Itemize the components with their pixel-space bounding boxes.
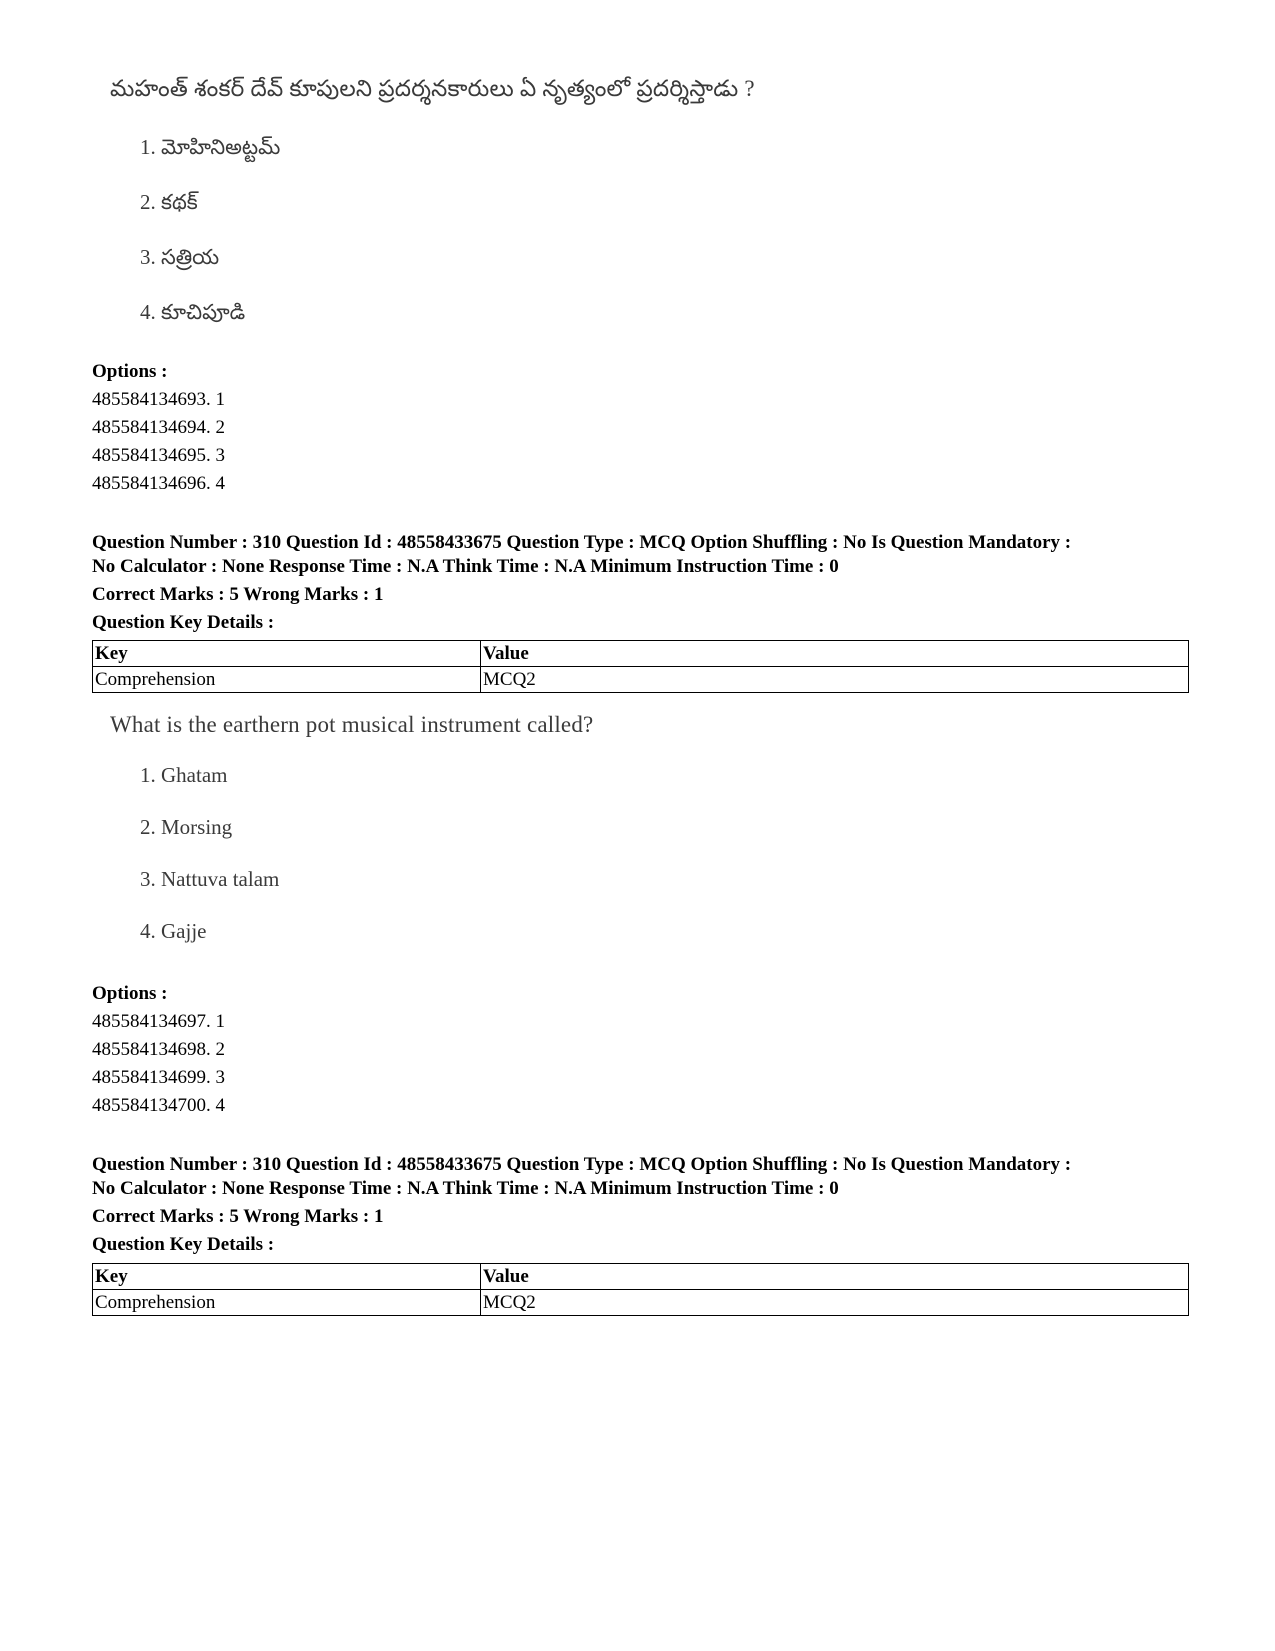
question-text: What is the earthern pot musical instrument called? <box>110 712 594 737</box>
table-header-value: Value <box>481 1264 1189 1290</box>
choice-item <box>110 919 206 944</box>
choice-text: 4. Gajje <box>140 919 207 943</box>
choice-item <box>110 867 279 892</box>
choice-text: 2. Morsing <box>140 815 233 839</box>
meta-line-2: No Calculator : None Response Time : N.A Think Time : N.A Minimum Instruction Time : 0 <box>92 556 839 577</box>
option-item: 485584134696. 4 <box>92 473 225 494</box>
choice-item <box>110 135 280 165</box>
choice-text: 1. మోహినిఅట్టమ్ <box>140 135 281 159</box>
key-details-heading: Question Key Details : <box>92 1234 275 1255</box>
table-cell-key: Comprehension <box>93 667 481 693</box>
choice-text: 4. కూచిపూడి <box>140 300 246 324</box>
options-list <box>92 980 225 1120</box>
table-cell-value: MCQ2 <box>481 1290 1189 1316</box>
choice-text: 1. Ghatam <box>140 763 228 787</box>
choice-item <box>110 815 232 840</box>
marks-line: Correct Marks : 5 Wrong Marks : 1 <box>92 1206 384 1227</box>
question-image-english <box>110 712 593 738</box>
option-item: 485584134699. 3 <box>92 1067 225 1088</box>
option-item: 485584134698. 2 <box>92 1039 225 1060</box>
meta-line-1: Question Number : 310 Question Id : 48558433675 Question Type : MCQ Option Shuffling : No Is Question Mandatory : <box>92 1154 1072 1175</box>
question-meta <box>92 1153 1192 1257</box>
question-meta <box>92 531 1192 635</box>
table-cell-key: Comprehension <box>93 1290 481 1316</box>
table-row <box>93 1290 1189 1316</box>
question-text: మహంత్ శంకర్ దేవ్ కూపులని ప్రదర్శనకారులు ఏ నృత్యంలో ప్రదర్శిస్తాడు ? <box>110 76 755 101</box>
key-details-table <box>92 640 1189 693</box>
key-details-heading: Question Key Details : <box>92 612 275 633</box>
options-list <box>92 358 225 498</box>
choice-item <box>110 763 227 788</box>
meta-line-1: Question Number : 310 Question Id : 48558433675 Question Type : MCQ Option Shuffling : No Is Question Mandatory : <box>92 532 1072 553</box>
option-item: 485584134693. 1 <box>92 389 225 410</box>
table-header-key: Key <box>93 641 481 667</box>
table-cell-value: MCQ2 <box>481 667 1189 693</box>
option-item: 485584134697. 1 <box>92 1011 225 1032</box>
option-item: 485584134694. 2 <box>92 417 225 438</box>
key-details-table <box>92 1263 1189 1316</box>
choice-item <box>110 245 219 275</box>
options-heading: Options : <box>92 361 168 382</box>
question-image-telugu <box>110 76 755 108</box>
choice-item <box>110 190 198 220</box>
table-row <box>93 667 1189 693</box>
option-item: 485584134695. 3 <box>92 445 225 466</box>
choice-text: 3. Nattuva talam <box>140 867 280 891</box>
marks-line: Correct Marks : 5 Wrong Marks : 1 <box>92 584 384 605</box>
table-header-row <box>93 1264 1189 1290</box>
option-item: 485584134700. 4 <box>92 1095 225 1116</box>
table-header-key: Key <box>93 1264 481 1290</box>
choice-item <box>110 300 245 330</box>
choice-text: 2. కథక్ <box>140 190 198 214</box>
options-heading: Options : <box>92 983 168 1004</box>
choice-text: 3. సత్రియ <box>140 245 220 269</box>
table-header-row <box>93 641 1189 667</box>
meta-line-2: No Calculator : None Response Time : N.A Think Time : N.A Minimum Instruction Time : 0 <box>92 1178 839 1199</box>
table-header-value: Value <box>481 641 1189 667</box>
